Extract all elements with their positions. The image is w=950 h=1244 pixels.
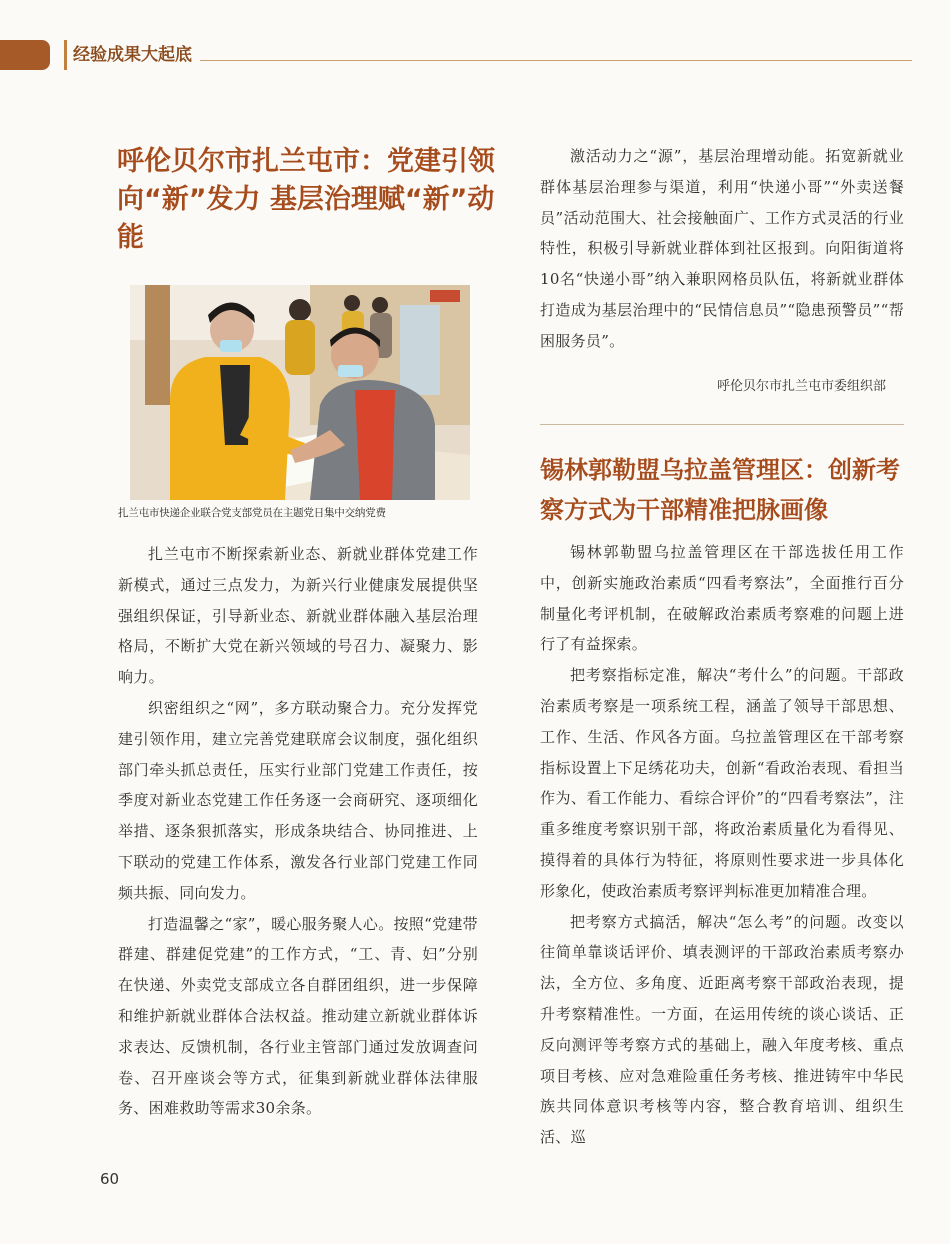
article1-paragraph: 织密组织之“网”，多方联动聚合力。充分发挥党建引领作用，建立完善党建联席会议制度，强化组织部门牵头抓总责任，压实行业部门党建工作责任，按季度对新业态党建工作任务逐一会商研究、逐项细化举措、逐条狠抓落实，形成条块结合、协同推进、上下联动的党建工作体系，激发各行业部门党建工作同频共振、同向发力。 [118,698,478,902]
article-divider [540,424,904,425]
article2-body [540,537,904,1153]
photo-caption: 扎兰屯市快递企业联合党支部党员在主题党日集中交纳党费 [118,507,386,519]
header-tab-decoration [0,40,50,70]
article1-paragraph: 打造温馨之“家”，暖心服务聚人心。按照“党建带群建、群建促党建”的工作方式，“工、青、妇”分别在快递、外卖党支部成立各自群团组织，进一步保障和维护新就业群体合法权益。推动建立新就业群体诉求表达、反馈机制，各行业主管部门通过发放调查问卷、召开座谈会等方式，征集到新就业群体法律服务、困难救助等需求30余条。 [118,914,478,1118]
photo-illustration [130,285,470,500]
section-tag: 经验成果大起底 [64,40,192,70]
article-photo [130,285,470,500]
article1-paragraph: 激活动力之“源”，基层治理增动能。拓宽新就业群体基层治理参与渠道，利用“快递小哥”“外卖送餐员”活动范围大、社会接触面广、工作方式灵活的行业特性，积极引导新就业群体到社区报到。向阳街道将10名“快递小哥”纳入兼职网格员队伍，将新就业群体打造成为基层治理中的“民情信息员”“隐患预警员”“帮困服务员”。 [540,147,904,350]
article1-body-left [118,539,478,1124]
article1-title: 呼伦贝尔市扎兰屯市：党建引领向“新”发力 基层治理赋“新”动能 [117,146,495,253]
article1-source: 呼伦贝尔市扎兰屯市委组织部 [716,379,886,394]
article2-paragraph: 把考察指标定准，解决“考什么”的问题。干部政治素质考察是一项系统工程，涵盖了领导干部思想、工作、生活、作风各方面。乌拉盖管理区在干部考察指标设置上下足绣花功夫，创新“看政治表现、看担当作为、看工作能力、看综合评价”的“四看考察法”，注重多维度考察识别干部，将政治素质量化为看得见、摸得着的具体行为特征，将原则性要求进一步具体化形象化，使政治素质考察评判标准更加精准合理。 [540,666,904,900]
page-number: 60 [100,1170,120,1188]
header-rule [200,60,912,61]
article2-paragraph: 把考察方式搞活，解决“怎么考”的问题。改变以往简单靠谈话评价、填表测评的干部政治素质考察办法，全方位、多角度、近距离考察干部政治表现，提升考察精准性。一方面，在运用传统的谈心谈话、正反向测评等考察方式的基础上，融入年度考核、重点项目考核、应对急难险重任务考核、推进铸牢中华民族共同体意识考核等内容，整合教育培训、组织生活、巡 [540,912,904,1147]
article2-title: 锡林郭勒盟乌拉盖管理区：创新考察方式为干部精准把脉画像 [540,456,900,524]
article1-body-right [540,141,904,357]
article2-paragraph: 锡林郭勒盟乌拉盖管理区在干部选拔任用工作中，创新实施政治素质“四看考察法”，全面推行百分制量化考评机制，在破解政治素质考察难的问题上进行了有益探索。 [540,543,904,654]
article1-paragraph: 扎兰屯市不断探索新业态、新就业群体党建工作新模式，通过三点发力，为新兴行业健康发展提供坚强组织保证，引导新业态、新就业群体融入基层治理格局，不断扩大党在新兴领域的号召力、凝聚力、影响力。 [118,545,478,687]
